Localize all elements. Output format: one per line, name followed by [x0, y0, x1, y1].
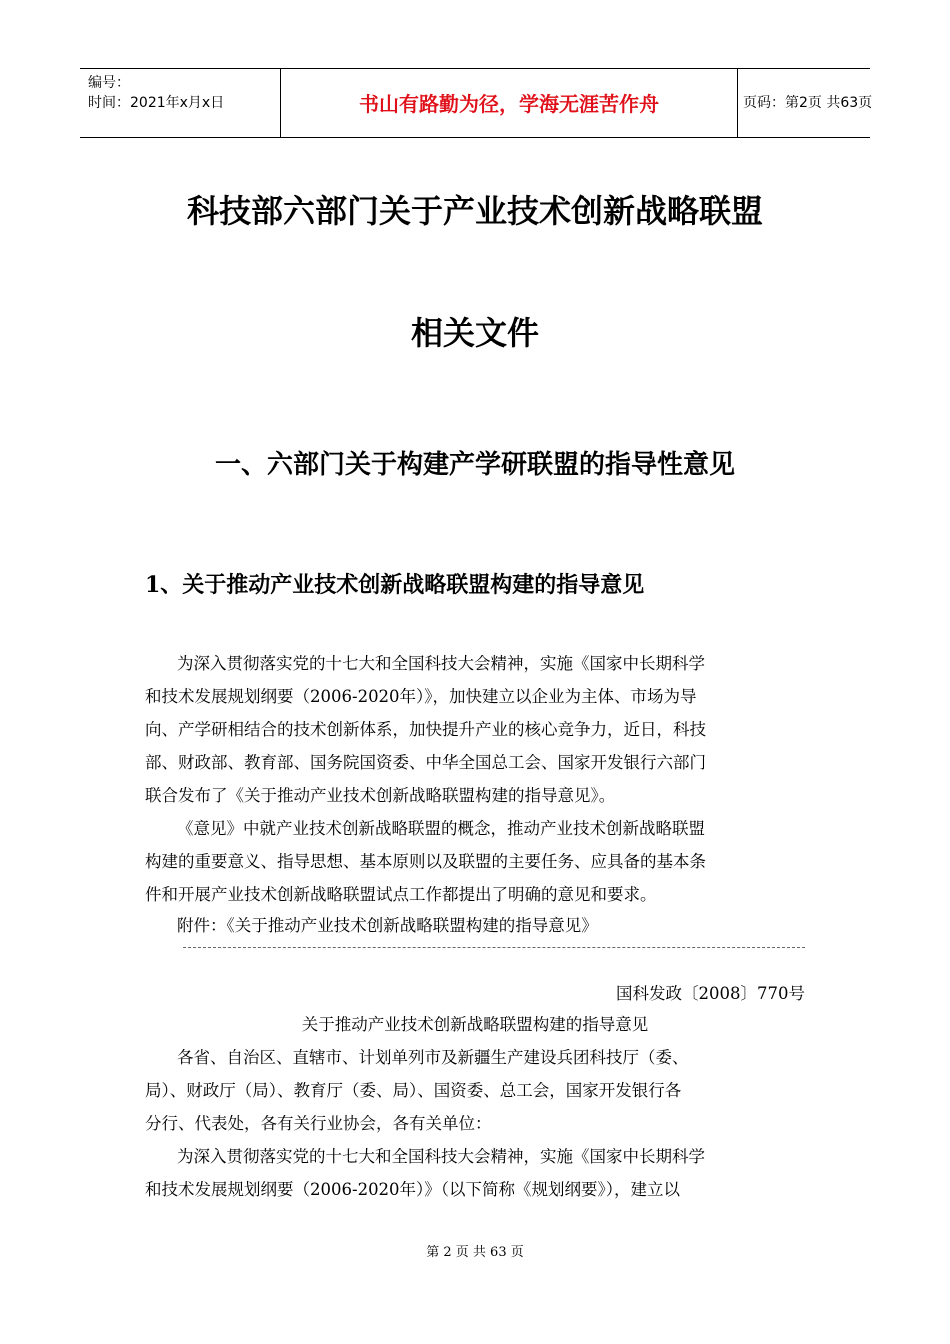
paragraph-line: 构建的重要意义、指导思想、基本原则以及联盟的主要任务、应具备的基本条 [145, 852, 706, 871]
paragraph-line: 向、产学研相结合的技术创新体系，加快提升产业的核心竞争力，近日，科技 [145, 720, 706, 739]
header-page-cell [737, 69, 873, 137]
header-motto-cell [280, 69, 738, 137]
document-number: 国科发政〔2008〕770号 [616, 984, 805, 1003]
attachment-line: 附件：《关于推动产业技术创新战略联盟构建的指导意见》 [177, 916, 598, 935]
paragraph-line: 部、财政部、教育部、国务院国资委、中华全国总工会、国家开发银行六部门 [145, 753, 706, 772]
paragraph-line: 和技术发展规划纲要（2006-2020年）》，加快建立以企业为主体、市场为导 [145, 687, 697, 706]
paragraph-line: 和技术发展规划纲要（2006-2020年）》（以下简称《规划纲要》），建立以 [145, 1180, 681, 1199]
dashed-divider [183, 947, 805, 948]
paragraph-line: 为深入贯彻落实党的十七大和全国科技大会精神，实施《国家中长期科学 [177, 1147, 705, 1166]
addressee-line: 各省、自治区、直辖市、计划单列市及新疆生产建设兵团科技厅（委、 [177, 1048, 689, 1067]
date-label: 时间：2021年x月x日 [88, 95, 225, 111]
document-title-line1: 科技部六部门关于产业技术创新战略联盟 [186, 192, 763, 230]
page-footer: 第 2 页 共 63 页 [426, 1245, 524, 1260]
subsection-heading: 1、关于推动产业技术创新战略联盟构建的指导意见 [145, 572, 645, 598]
paragraph-line: 件和开展产业技术创新战略联盟试点工作都提出了明确的意见和要求。 [145, 885, 657, 904]
serial-label: 编号： [88, 75, 130, 91]
document-subtitle: 关于推动产业技术创新战略联盟构建的指导意见 [301, 1015, 649, 1034]
document-title-line2: 相关文件 [410, 314, 539, 352]
paragraph-line: 为深入贯彻落实党的十七大和全国科技大会精神，实施《国家中长期科学 [177, 654, 705, 673]
addressee-line: 分行、代表处，各有关行业协会，各有关单位： [145, 1114, 492, 1133]
paragraph-line: 联合发布了《关于推动产业技术创新战略联盟构建的指导意见》。 [145, 786, 616, 805]
paragraph-line: 《意见》中就产业技术创新战略联盟的概念，推动产业技术创新战略联盟 [177, 819, 705, 838]
page-header [80, 68, 873, 138]
section-heading: 一、六部门关于构建产学研联盟的指导性意见 [214, 450, 735, 480]
addressee-line: 局）、财政厅（局）、教育厅（委、局）、国资委、总工会，国家开发银行各 [145, 1081, 682, 1100]
header-page-info: 页码：第2页 共63页 [743, 95, 873, 111]
header-motto: 书山有路勤为径，学海无涯苦作舟 [359, 92, 659, 116]
header-info-cell [80, 69, 280, 137]
